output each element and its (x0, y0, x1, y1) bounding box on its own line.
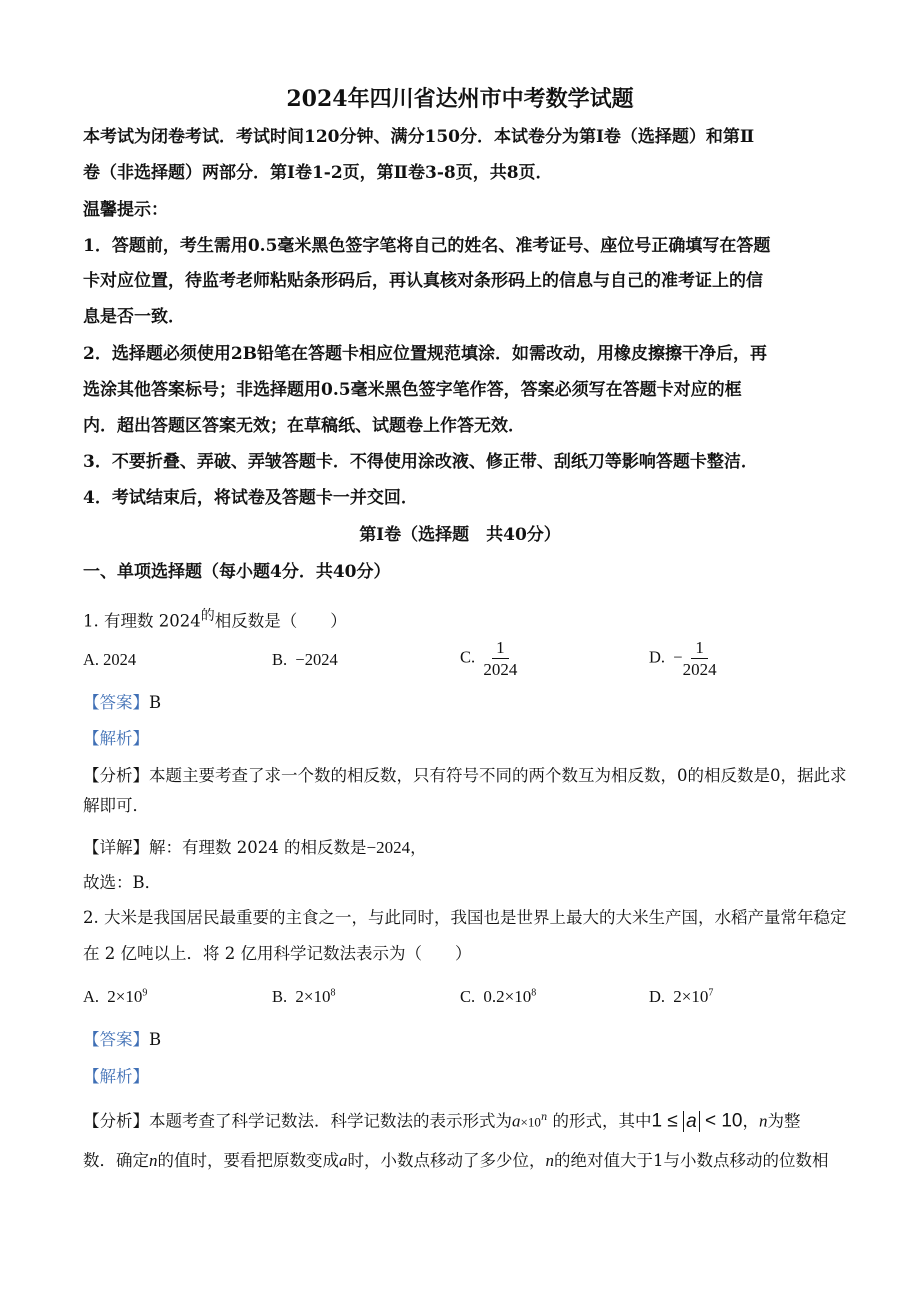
intro-line: 3．不要折叠、弄破、弄皱答题卡．不得使用涂改液、修正带、刮纸刀等影响答题卡整洁． (83, 452, 758, 472)
option-label: D. (649, 987, 666, 1006)
denominator: 2024 (682, 660, 717, 679)
math-var: n (758, 1111, 768, 1131)
numerator: 1 (691, 637, 708, 659)
exponent: 8 (330, 987, 336, 999)
stem-sup: 的 (200, 608, 215, 624)
q1-option-c (460, 637, 517, 680)
fraction (483, 637, 517, 680)
page-title: 2024年四川省达州市中考数学试题 (286, 86, 634, 112)
q2-answer (83, 1029, 161, 1051)
q1-option-b (272, 650, 338, 670)
option-label: C. (460, 987, 476, 1006)
q1-fenxi-cont: 解即可． (83, 796, 149, 815)
intro-line: 内．超出答题区答案无效；在草稿纸、试题卷上作答无效． (83, 416, 525, 436)
q2-fenxi (83, 1107, 800, 1134)
question-2-stem-cont: 在 2 亿吨以上．将 2 亿用科学记数法表示为（ ） (83, 944, 472, 963)
fenxi-text: 为整 (767, 1111, 801, 1131)
fenxi-text: 本题考查了科学记数法．科学记数法的表示形式为 (149, 1111, 512, 1131)
intro-line: 选涂其他答案标号；非选择题用0.5毫米黑色签字笔作答，答案必须写在答题卡对应的框 (83, 380, 742, 400)
detail-tag: 【详解】 (83, 838, 149, 857)
option-label: D. (649, 647, 666, 667)
detail-text: 解：有理数 2024 的相反数是 (149, 838, 367, 857)
math-text: < 10 (699, 1110, 743, 1132)
fenxi-text: 的值时，要看把原数变成 (157, 1151, 339, 1170)
option-value: 0.2×10 (483, 987, 532, 1006)
q1-option-a (83, 650, 136, 670)
option-value: 2024 (103, 650, 137, 669)
option-label: B. (272, 650, 288, 669)
q2-option-d (649, 987, 713, 1007)
analysis-tag: 【解析】 (83, 1067, 149, 1086)
q1-option-d (649, 637, 717, 680)
analysis-tag: 【解析】 (83, 729, 149, 748)
option-value: 2×10 (107, 987, 143, 1006)
detail-text: ， (410, 838, 427, 857)
q1-detail (83, 837, 427, 859)
q1-analysis (83, 728, 149, 750)
option-label: B. (272, 987, 288, 1006)
intro-line: 本考试为闭卷考试．考试时间120分钟、满分150分．本试卷分为第Ⅰ卷（选择题）和第Ⅱ (83, 127, 755, 147)
fenxi-tag: 【分析】 (83, 766, 149, 785)
fenxi-text: 本题主要考查了求一个数的相反数，只有符号不同的两个数互为相反数，0的相反数是0，据此求 (149, 766, 847, 785)
option-value: 2×10 (295, 987, 331, 1006)
intro-line: 1．答题前，考生需用0.5毫米黑色签字笔将自己的姓名、准考证号、座位号正确填写在答题 (83, 236, 771, 256)
q2-option-c (460, 987, 536, 1007)
math-var: n (545, 1151, 554, 1170)
stem-text: 相反数是（ ） (214, 611, 347, 631)
math-text: ×10 (520, 1114, 541, 1130)
fenxi-text: 的形式，其中 (552, 1111, 652, 1131)
intro-line: 2．选择题必须使用2B铅笔在答题卡相应位置规范填涂．如需改动，用橡皮擦擦干净后，再 (83, 344, 768, 364)
intro-line: 卡对应位置，待监考老师粘贴条形码后，再认真核对条形码上的信息与自己的准考证上的信 (83, 271, 763, 291)
option-label: C. (460, 647, 476, 667)
fenxi-text: ， (742, 1111, 759, 1131)
math-value: −2024 (366, 838, 411, 857)
answer-value: B (149, 1030, 162, 1049)
section-title: 一、单项选择题（每小题4分．共40分） (83, 562, 391, 582)
fenxi-text: 的绝对值大于1与小数点移动的位数相 (554, 1151, 829, 1170)
q1-answer (83, 692, 161, 714)
math-var: a (512, 1111, 521, 1131)
math-var: a (339, 1151, 348, 1170)
question-2-stem: 2. 大米是我国居民最重要的主食之一，与此同时，我国也是世界上最大的大米生产国，水稻产量常年稳定 (83, 908, 847, 927)
intro-line: 4．考试结束后，将试卷及答题卡一并交回． (83, 488, 418, 508)
numerator: 1 (492, 637, 509, 659)
q2-analysis (83, 1066, 149, 1088)
fenxi-tag: 【分析】 (83, 1111, 149, 1131)
math-var: a (683, 1111, 700, 1132)
q1-fenxi (83, 765, 847, 787)
fraction (683, 637, 717, 680)
option-label: A. (83, 987, 100, 1006)
q2-fenxi-cont (83, 1150, 829, 1172)
intro-line: 温馨提示： (83, 200, 168, 220)
option-value: −2024 (295, 650, 338, 669)
fenxi-text: 时，小数点移动了多少位， (347, 1151, 546, 1170)
part-title: 第Ⅰ卷（选择题 共40分） (359, 525, 561, 545)
minus-sign: − (673, 647, 683, 667)
question-1-stem (83, 605, 347, 633)
math-var: n (149, 1151, 158, 1170)
option-value: 2×10 (673, 987, 709, 1006)
option-label: A. (83, 650, 100, 669)
exponent: 8 (531, 987, 537, 999)
q2-option-a (83, 987, 147, 1007)
exponent: 7 (708, 987, 714, 999)
intro-line: 卷（非选择题）两部分．第Ⅰ卷1-2页，第Ⅱ卷3-8页，共8页． (83, 163, 553, 183)
math-text: 1 ≤ (651, 1110, 684, 1132)
exponent: n (540, 1112, 548, 1123)
intro-line: 息是否一致． (83, 307, 185, 327)
answer-value: B (149, 693, 162, 712)
exponent: 9 (142, 987, 148, 999)
answer-tag: 【答案】 (83, 1030, 149, 1049)
fenxi-text: 数．确定 (83, 1151, 149, 1170)
answer-tag: 【答案】 (83, 693, 149, 712)
stem-text: 1. 有理数 2024 (83, 611, 201, 631)
q2-option-b (272, 987, 335, 1007)
q1-conclusion: 故选：B． (83, 873, 162, 892)
denominator: 2024 (483, 660, 518, 679)
